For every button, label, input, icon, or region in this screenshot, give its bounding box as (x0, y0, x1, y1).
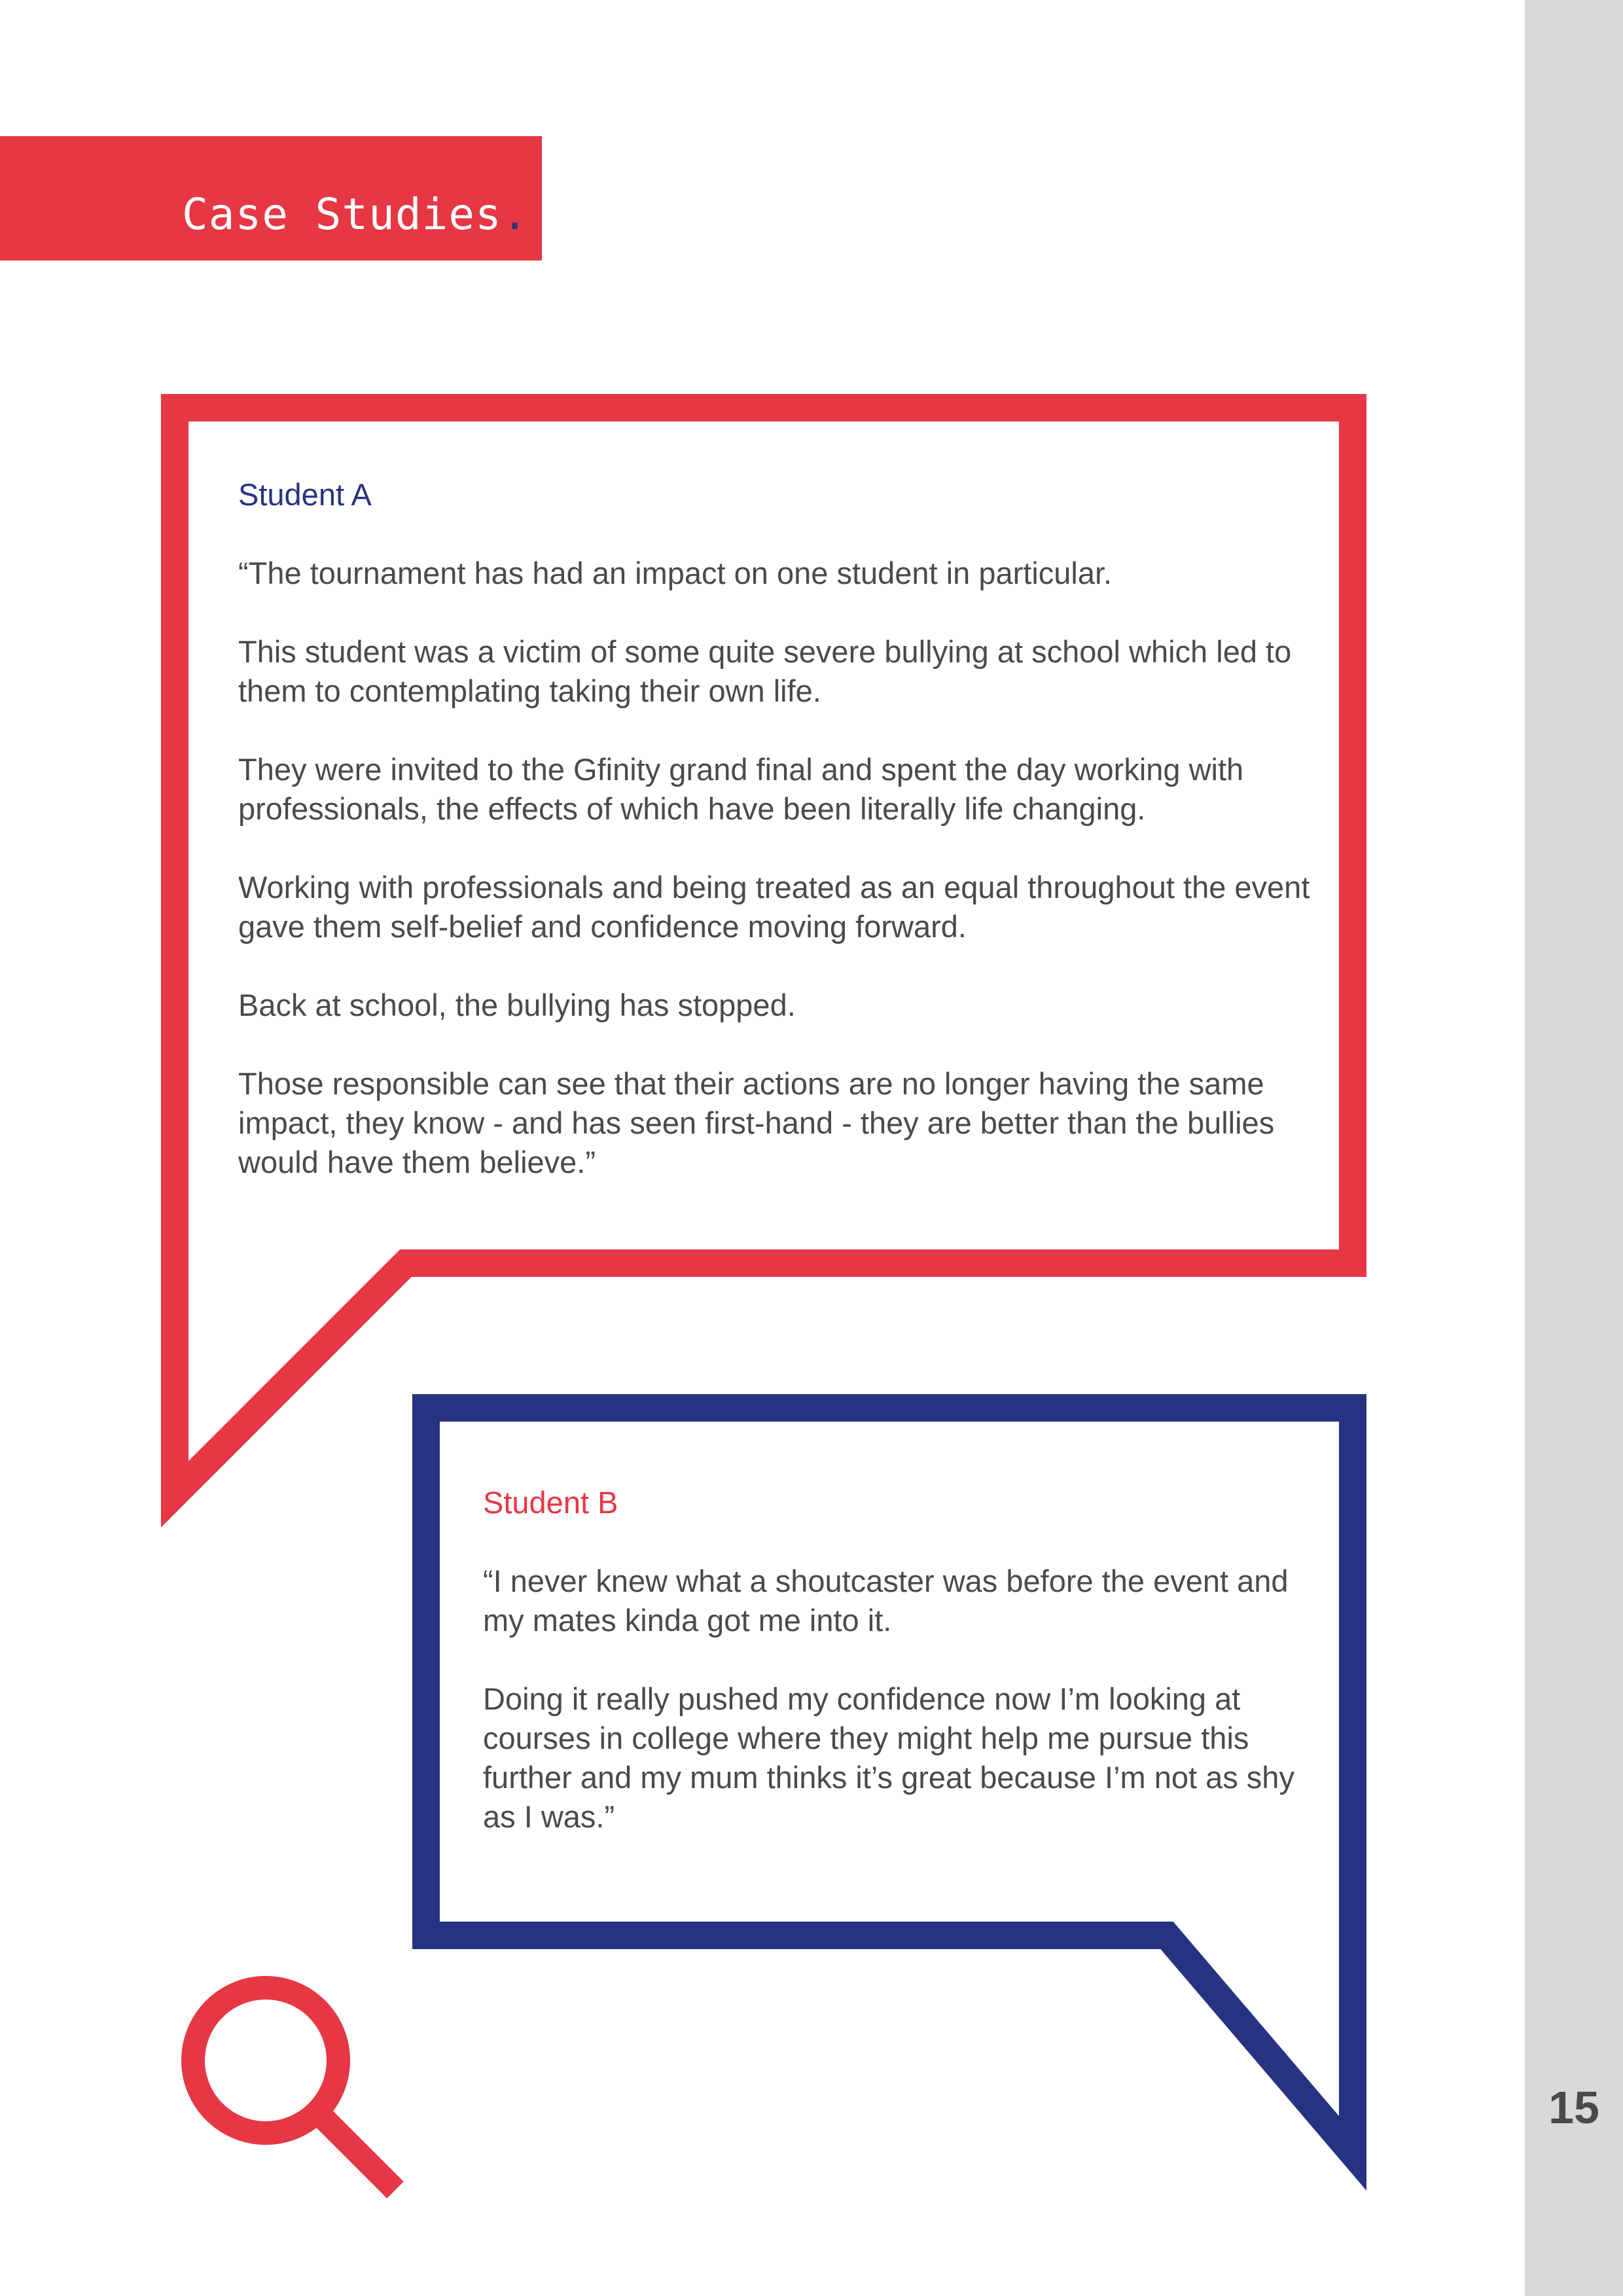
student-a-label: Student A (238, 477, 372, 512)
student-a-paragraph-4: Working with professionals and being treated as an equal throughout the event gave them self-belief and confidence moving forward. (238, 870, 1310, 944)
student-b-label: Student B (483, 1485, 618, 1520)
case-study-b (483, 1483, 1334, 1876)
case-study-a (238, 475, 1325, 1221)
page-title-dot: . (501, 189, 529, 240)
student-b-paragraph-1: “I never knew what a shoutcaster was before the event and my mates kinda got me into it. (483, 1564, 1289, 1638)
student-a-paragraph-5: Back at school, the bullying has stopped. (238, 988, 796, 1022)
student-a-paragraph-1: “The tournament has had an impact on one student in particular. (238, 556, 1113, 590)
student-a-paragraph-6: Those responsible can see that their actions are no longer having the same impact, they know - and has seen first-hand - they are better than the bullies would have them believe.” (238, 1066, 1275, 1179)
student-a-paragraph-2: This student was a victim of some quite severe bullying at school which led to them to contemplating taking their own life. (238, 634, 1292, 708)
page-title-text: Case Studies (182, 189, 502, 240)
student-a-paragraph-3: They were invited to the Gfinity grand final and spent the day working with professionals, the effects of which have been literally life changing. (238, 752, 1244, 826)
magnifying-glass-icon (193, 1988, 395, 2190)
student-b-paragraph-2: Doing it really pushed my confidence now I’m looking at courses in college where they might help me pursue this further and my mum thinks it’s great because I’m not as shy as I was.” (483, 1681, 1294, 1834)
page-number: 15 (1548, 2082, 1599, 2133)
